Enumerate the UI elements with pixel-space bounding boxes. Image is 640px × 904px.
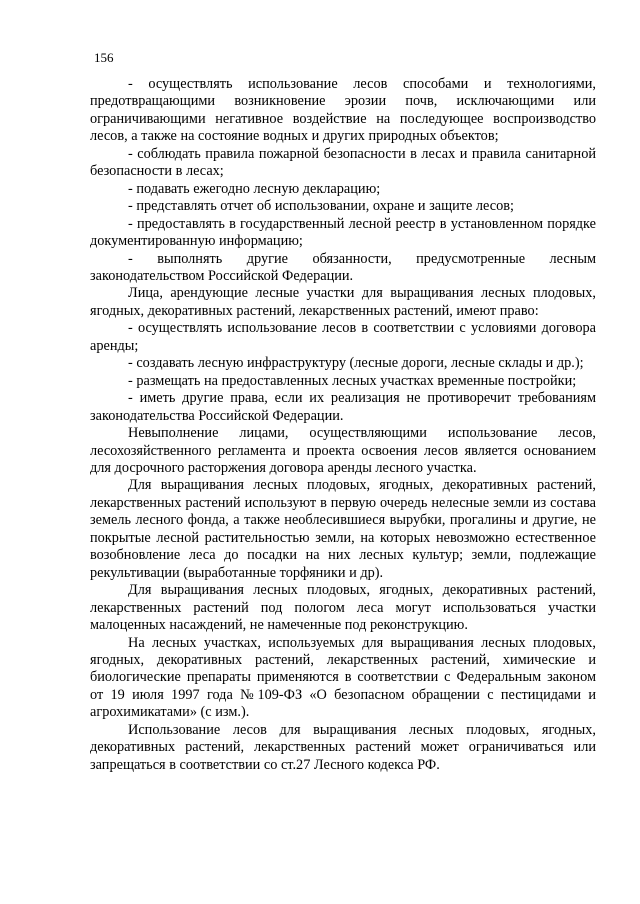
paragraph: Невыполнение лицами, осуществляющими использование лесов, лесохозяйственного регламента и проекта освоения лесов является основанием для досрочного расторжения договора аренды лесного участка. xyxy=(90,425,596,476)
paragraph: Для выращивания лесных плодовых, ягодных, декоративных растений, лекарственных растений используют в первую очередь нелесные земли из состава земель лесного фонда, а также необлесившиеся вырубки, прогалины и другие, не покрытые лесной растительностью земли, на которых невозможно естественное возобновление леса до посадки на них лесных культур; земли, подлежащие рекультивации (выработанные торфяники и др). xyxy=(90,477,596,581)
paragraph: Лица, арендующие лесные участки для выращивания лесных плодовых, ягодных, декоративных растений, лекарственных растений, имеют право: xyxy=(90,285,596,319)
paragraph: На лесных участках, используемых для выращивания лесных плодовых, ягодных, декоративных растений, лекарственных растений, химические и биологические препараты применяются в соответствии с Федеральным законом от 19 июля 1997 года №109-ФЗ «О безопасном обращении с пестицидами и агрохимикатами» (с изм.). xyxy=(90,634,596,721)
page-number: 156 xyxy=(94,50,114,65)
paragraph: - соблюдать правила пожарной безопасности в лесах и правила санитарной безопасности в лесах; xyxy=(90,145,596,180)
paragraph: - осуществлять использование лесов способами и технологиями, предотвращающими возникновение эрозии почв, исключающими или ограничивающими негативное воздействие на последующее воспроизводство лесов, а также на состояние водных и других природных объектов; xyxy=(90,76,596,145)
paragraph: - выполнять другие обязанности, предусмотренные лесным законодательством Российской Федерации. xyxy=(90,250,596,284)
paragraph: - представлять отчет об использовании, охране и защите лесов; xyxy=(128,198,514,215)
paragraph: Для выращивания лесных плодовых, ягодных, декоративных растений, лекарственных растений под пологом леса могут использоваться участки малоценных насаждений, не намеченные под реконструкцию. xyxy=(90,582,596,634)
paragraph: - размещать на предоставленных лесных участках временные постройки; xyxy=(128,372,577,389)
paragraph: - осуществлять использование лесов в соответствии с условиями договора аренды; xyxy=(90,320,596,354)
document-body xyxy=(90,76,596,774)
paragraph: - предоставлять в государственный лесной реестр в установленном порядке документированную информацию; xyxy=(90,215,596,250)
paragraph: - иметь другие права, если их реализация не противоречит требованиям законодательства Российской Федерации. xyxy=(90,390,596,424)
paragraph: - создавать лесную инфраструктуру (лесные дороги, лесные склады и др.); xyxy=(128,355,584,372)
paragraph: Использование лесов для выращивания лесных плодовых, ягодных, декоративных растений, лекарственных растений может ограничиваться или запрещаться в соответствии со ст.27 Лесного кодекса РФ. xyxy=(90,721,596,773)
paragraph: - подавать ежегодно лесную декларацию; xyxy=(128,180,381,197)
